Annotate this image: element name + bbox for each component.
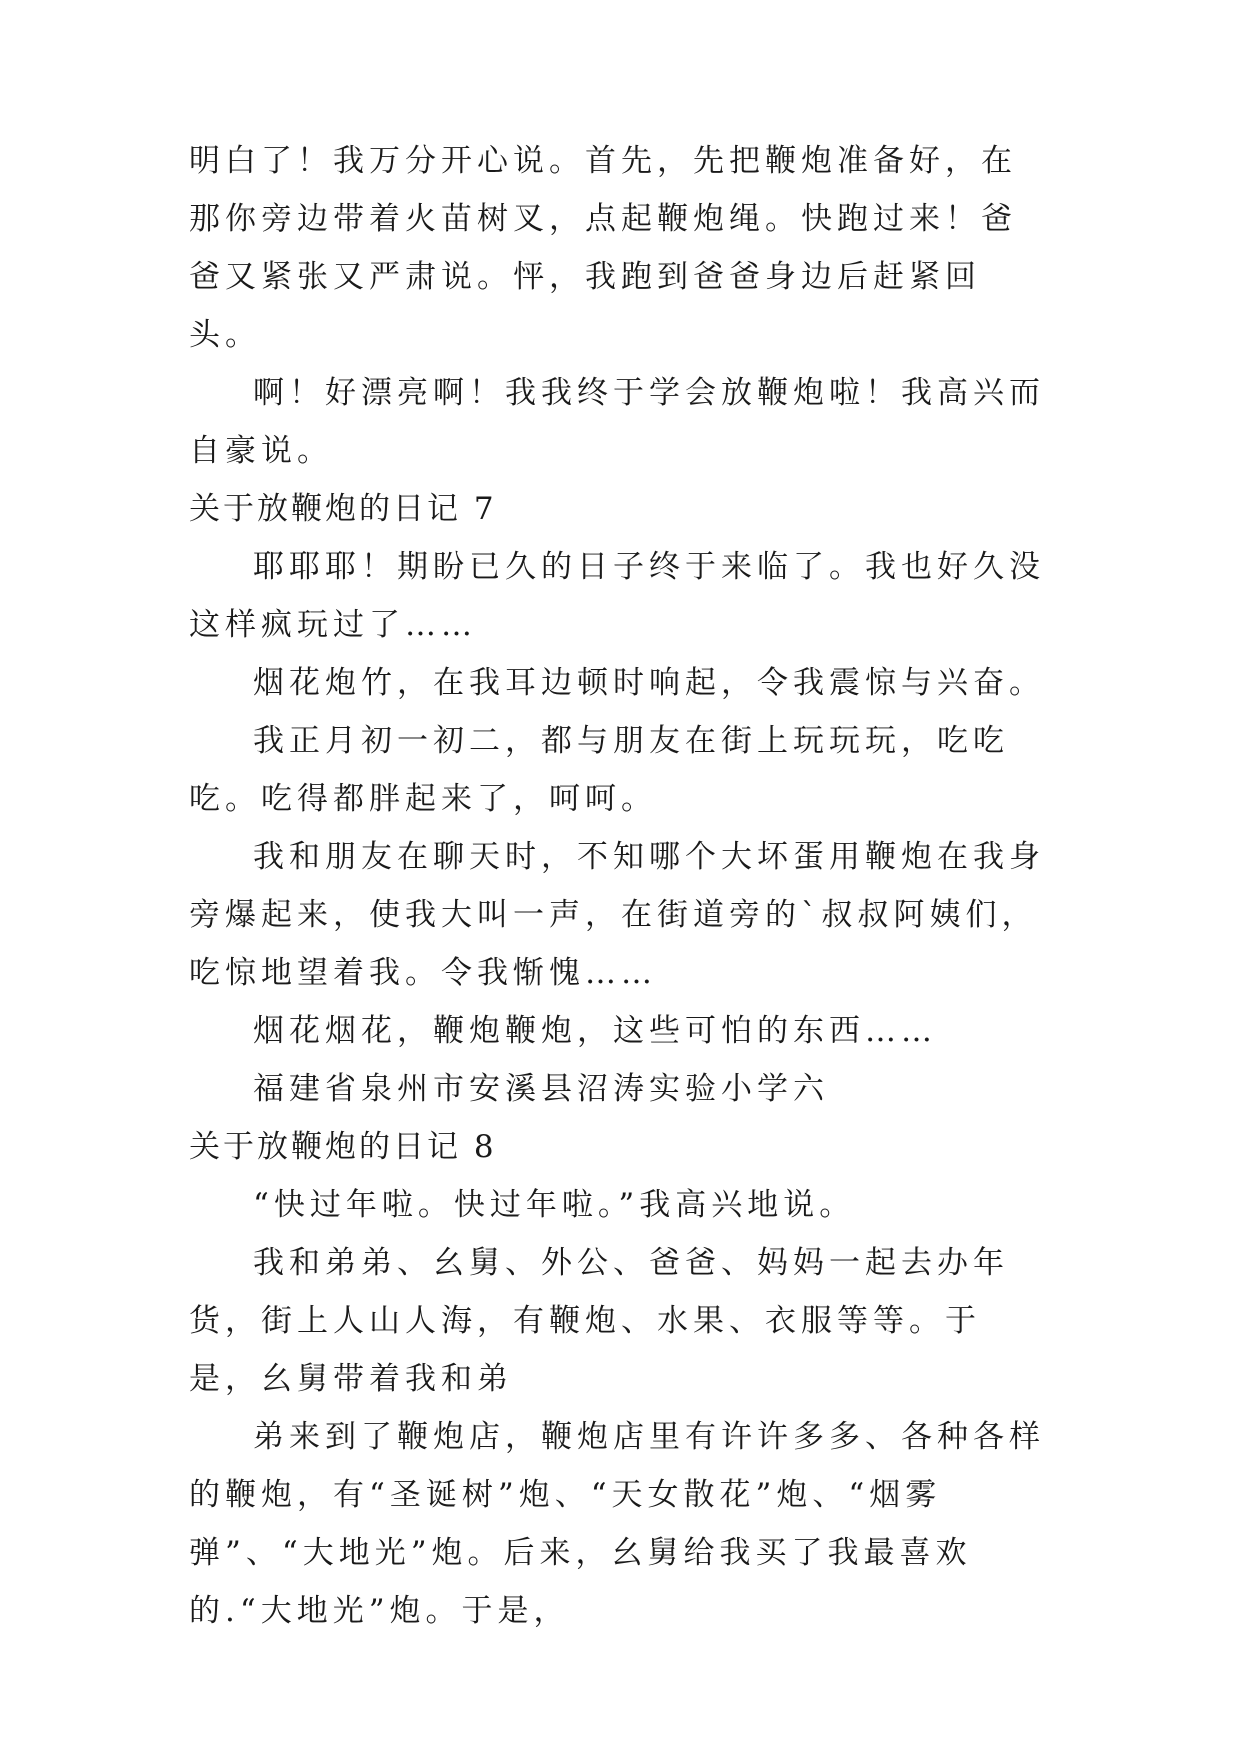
paragraph: 我和朋友在聊天时，不知哪个大坏蛋用鞭炮在我身旁爆起来，使我大叫一声，在街道旁的`叔叔阿姨们，吃惊地望着我。令我惭愧……	[189, 839, 1045, 991]
paragraph: “快过年啦。快过年啦。”我高兴地说。	[253, 1187, 856, 1223]
section-heading: 关于放鞭炮的日记 8	[189, 1129, 497, 1165]
paragraph: 福建省泉州市安溪县沼涛实验小学六	[253, 1071, 829, 1107]
document-page	[189, 132, 1049, 1640]
paragraph: 我正月初一初二，都与朋友在街上玩玩玩，吃吃吃。吃得都胖起来了，呵呵。	[189, 723, 1009, 817]
paragraph: 烟花炮竹，在我耳边顿时响起，令我震惊与兴奋。	[253, 665, 1045, 701]
paragraph: 明白了！我万分开心说。首先，先把鞭炮准备好，在那你旁边带着火苗树叉，点起鞭炮绳。快跑过来！爸爸又紧张又严肃说。怦，我跑到爸爸身边后赶紧回头。	[189, 143, 1017, 353]
paragraph: 耶耶耶！期盼已久的日子终于来临了。我也好久没这样疯玩过了……	[189, 549, 1045, 643]
paragraph: 啊！好漂亮啊！我我终于学会放鞭炮啦！我高兴而自豪说。	[189, 375, 1045, 469]
paragraph: 我和弟弟、幺舅、外公、爸爸、妈妈一起去办年货，街上人山人海，有鞭炮、水果、衣服等等。于是，幺舅带着我和弟	[189, 1245, 1009, 1397]
section-heading: 关于放鞭炮的日记 7	[189, 491, 497, 527]
paragraph: 烟花烟花，鞭炮鞭炮，这些可怕的东西……	[253, 1013, 937, 1049]
paragraph: 弟来到了鞭炮店，鞭炮店里有许许多多、各种各样的鞭炮，有“圣诞树”炮、“天女散花”炮、“烟雾弹”、“大地光”炮。后来，幺舅给我买了我最喜欢的.“大地光”炮。于是，	[189, 1419, 1045, 1629]
